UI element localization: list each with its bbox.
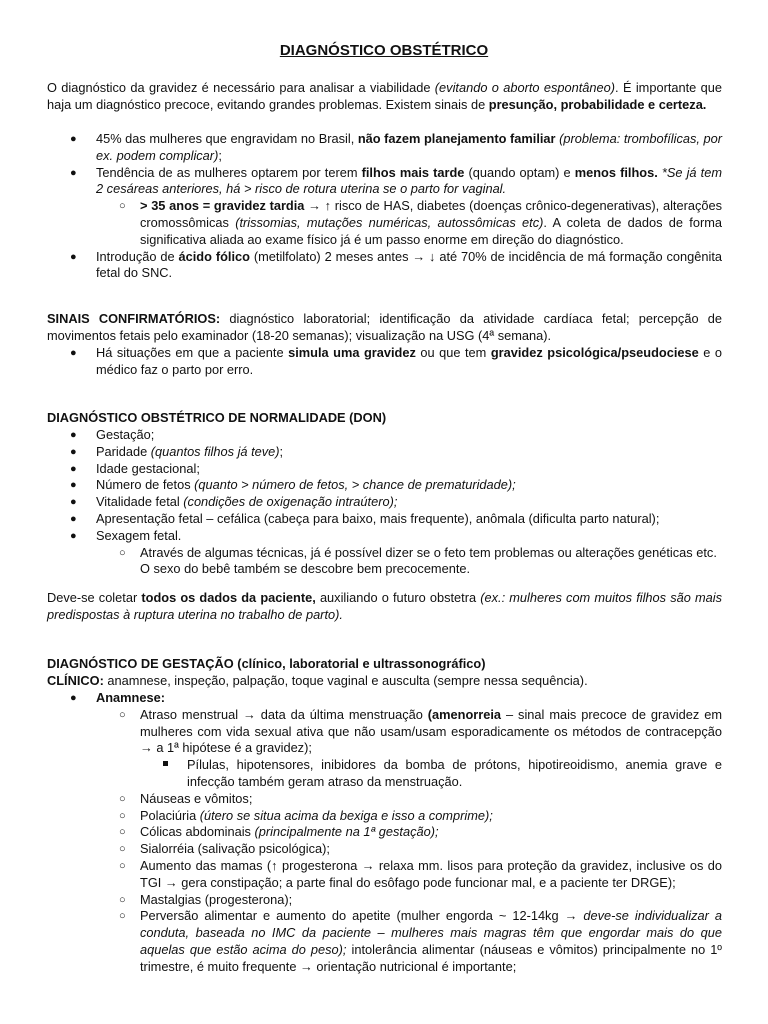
list-subitem: ○ Cólicas abdominais (principalmente na 1ª gestação); (119, 824, 439, 840)
sinais-list (47, 345, 722, 379)
list-subitem: ○ Náuseas e vômitos; (119, 790, 253, 806)
intro-paragraph: O diagnóstico da gravidez é necessário para analisar a viabilidade (evitando o aborto espontâneo). É importante que haja um diagnóstico precoce, evitando grandes problemas. Existem sinais de presunção, probabilidade e certeza. (47, 80, 722, 112)
list-item: ● Apresentação fetal – cefálica (cabeça para baixo, mais frequente), anômala (dificulta parto natural); (70, 510, 660, 526)
list-subitem: ○ Mastalgias (progesterona); (119, 891, 293, 907)
coleta-paragraph: Deve-se coletar todos os dados da paciente, auxiliando o futuro obstetra (ex.: mulheres com muitos filhos são mais predispostas à ruptura uterina no trabalho de parto). (47, 590, 723, 622)
list-item: ● Há situações em que a paciente simula uma gravidez ou que tem gravidez psicológica/pseudociese e o médico faz o parto por erro. (70, 345, 722, 377)
list-item: ● Paridade (quantos filhos já teve); (70, 443, 284, 459)
bullet-icon: ● (70, 512, 77, 525)
circle-bullet-icon: ○ (119, 843, 126, 856)
circle-bullet-icon: ○ (119, 809, 126, 822)
sinais-paragraph: SINAIS CONFIRMATÓRIOS: diagnóstico laboratorial; identificação da atividade cardíaca fetal; percepção de movimentos fetais pelo examinador (18-20 semanas); visualização na USG (4ª semana). (47, 311, 722, 343)
list-item: ● Vitalidade fetal (condições de oxigenação intraútero); (70, 494, 398, 510)
list-item: ● 45% das mulheres que engravidam no Brasil, não fazem planejamento familiar (problema: trombofílicas, por ex. podem complicar); (70, 131, 722, 163)
square-bullet-icon (163, 757, 173, 774)
bullet-icon: ● (70, 250, 77, 263)
circle-bullet-icon: ○ (119, 200, 126, 213)
circle-bullet-icon: ○ (119, 708, 126, 721)
bullet-icon: ● (70, 462, 77, 475)
list-item: ● Anamnese: (70, 690, 165, 705)
list-subsubitem: Pílulas, hipotensores, inibidores da bomba de prótons, hipotireoidismo, anemia grave e infecção também geram atraso da menstruação. (47, 757, 722, 791)
circle-bullet-icon: ○ (119, 826, 126, 839)
list-subitem: ○ Polaciúria (útero se situa acima da bexiga e isso a comprime); (119, 807, 493, 823)
list-item: ● Gestação; (70, 427, 155, 442)
list-item: ● Tendência de as mulheres optarem por terem filhos mais tarde (quando optam) e menos filhos. *Se já tem 2 cesáreas anteriores, há > risco de rotura uterina se o parto for vaginal. (70, 164, 722, 197)
bullet-icon: ● (70, 479, 77, 492)
list-subitem: ○ Sialorréia (salivação psicológica); (119, 841, 330, 857)
bullet-icon: ● (70, 529, 77, 542)
bullet-icon: ● (70, 496, 77, 509)
bullet-icon: ● (70, 166, 77, 179)
bullet-icon: ● (70, 429, 77, 441)
list-subitem: ○ Perversão alimentar e aumento do apetite (mulher engorda ~ 12-14kg → deve-se individualizar a conduta, baseada no IMC da paciente – mulheres mais magras têm que engordar mais do que aquelas que estão acima do peso); intolerância alimentar (náuseas e vômitos) principalmente no 1º trimestre, é muito frequente → orientação nutricional é importante; (119, 908, 722, 974)
list-item: ● Número de fetos (quanto > número de fetos, > chance de prematuridade); (70, 477, 516, 493)
circle-bullet-icon: ○ (119, 859, 126, 872)
list-item: ● Idade gestacional; (70, 460, 200, 476)
context-list (47, 131, 722, 282)
page-title: DIAGNÓSTICO OBSTÉTRICO (279, 42, 489, 59)
list-subitem: ○ > 35 anos = gravidez tardia → ↑ risco de HAS, diabetes (doenças crônico-degenerativas), alterações cromossômicas (trissomias, mutações numéricas, autossômicas etc). A coleta de dados de forma significativa aliada ao exame físico já é um passo enorme em direção do diagnóstico. (119, 198, 723, 247)
clinico-line: CLÍNICO: anamnese, inspeção, palpação, toque vaginal e ausculta (sempre nessa sequência). (47, 673, 588, 688)
bullet-icon: ● (70, 133, 77, 145)
list-item: ● Sexagem fetal. (70, 527, 182, 543)
don-list (47, 427, 722, 578)
circle-bullet-icon: ○ (119, 792, 126, 805)
circle-bullet-icon: ○ (119, 910, 126, 923)
list-subitem: ○ Aumento das mamas (↑ progesterona → relaxa mm. lisos para proteção da gravidez, inclusive os do TGI → gera constipação; a parte final do esôfago pode funcionar mal, e a paciente ter DRGE); (119, 857, 722, 890)
gestacao-heading: DIAGNÓSTICO DE GESTAÇÃO (clínico, laboratorial e ultrassonográfico) (47, 656, 486, 671)
circle-bullet-icon: ○ (119, 893, 126, 906)
don-heading: DIAGNÓSTICO OBSTÉTRICO DE NORMALIDADE (DON) (47, 410, 387, 425)
circle-bullet-icon: ○ (119, 546, 126, 559)
list-subitem: ○ Atraso menstrual → data da última menstruação (amenorreia – sinal mais precoce de gravidez em mulheres com vida sexual ativa que não usam/usam esporadicamente os métodos de contracepção → a 1ª hipótese é a gravidez); (119, 706, 722, 756)
list-item: ● Introdução de ácido fólico (metilfolato) 2 meses antes → ↓ até 70% de incidência de má formação congênita fetal do SNC. (70, 248, 722, 281)
bullet-icon: ● (70, 692, 77, 704)
list-subitem: ○ Através de algumas técnicas, já é possível dizer se o feto tem problemas ou alterações genéticas etc. O sexo do bebê também se descobre bem precocemente. (119, 544, 717, 577)
bullet-icon: ● (70, 445, 77, 458)
anamnese-list (47, 690, 722, 976)
bullet-icon: ● (70, 347, 77, 359)
